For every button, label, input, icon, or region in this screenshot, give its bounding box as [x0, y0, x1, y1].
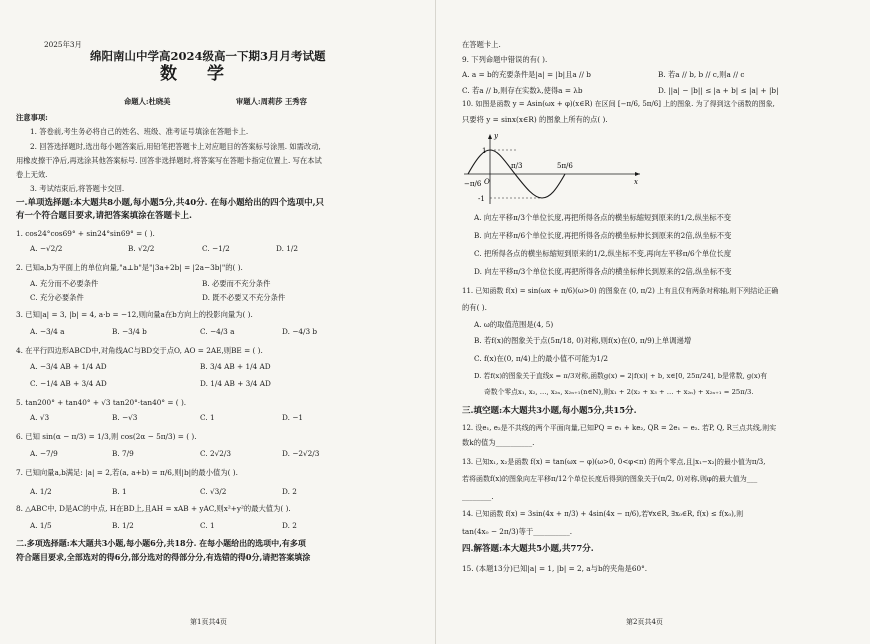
option: C. 若a // b,则存在实数λ,使得a = λb	[462, 86, 583, 95]
y-axis-label: y	[494, 132, 498, 140]
question-stem: 3. 已知|a| = 3, |b| = 4, a·b = −12,则向量a在b方向上的投影向量为( ).	[16, 310, 253, 319]
question-stem: 7. 已知向量a,b满足: |a| = 2,若(a, a+b) = π/6,则|b|的最小值为( ).	[16, 468, 238, 477]
question-stem: 11. 已知函数 f(x) = sin(ωx + π/6)(ω>0) 的图象在 (0, π/2) 上有且仅有两条对称轴,则下列结论正确	[462, 287, 779, 295]
option: B. 若a // b, b // c,则a // c	[658, 70, 745, 79]
option: B. 1/2	[112, 521, 134, 530]
option: A. −3/4 a	[30, 327, 65, 336]
option: D. −4/3 b	[282, 327, 318, 336]
continued-text: 在答题卡上.	[462, 40, 501, 49]
option: A. 1/2	[30, 487, 52, 496]
option: C. 把所得各点的横坐标缩短到原来的1/2,纵坐标不变,再向左平移π/6个单位长度	[474, 249, 732, 258]
section-heading: 一.单项选择题:本大题共8小题,每小题5分,共40分. 在每小题给出的四个选项中,只	[16, 198, 325, 208]
option-continued: 奇数个零点x₁, x₂, …, x₂ₙ, x₂ₙ₊₁(n∈N),则x₁ + 2(x₂ + x₃ + … + x₂ₙ) + x₂ₙ₊₁ = 25π/3.	[484, 388, 754, 396]
setter: 命题人:杜晓美	[124, 97, 171, 106]
option: A. 向左平移π/3个单位长度,再把所得各点的横坐标缩短到原来的1/2,纵坐标不变	[474, 213, 732, 222]
question-stem: 12. 设e₁, e₂是不共线的两个平面向量,已知PQ = e₁ + ke₂, QR = 2e₁ − e₂. 若P, Q, R三点共线,则实	[462, 424, 777, 432]
question-stem: 8. △ABC中, D是AC的中点, H在BD上,且AH = xAB + yAC,则x²+y²的最大值为( ).	[16, 504, 291, 513]
tick-label-pi3: π/3	[511, 162, 523, 170]
notice-line: 1. 答卷前,考生务必将自己的姓名、班级、准考证号填涂在答题卡上.	[30, 127, 249, 136]
notice-line: 2. 回答选择题时,选出每小题答案后,用铅笔把答题卡上对应题目的答案标号涂黑. 如需改动,	[30, 142, 321, 151]
option: A. ω的取值范围是(4, 5)	[474, 320, 554, 329]
option: C. 2√2/3	[200, 449, 231, 458]
x-axis-arrow	[635, 172, 640, 176]
option: D. 2	[282, 521, 297, 530]
exam-title: 绵阳南山中学高2024级高一下期3月月考试题	[90, 49, 326, 63]
section-heading: 有一个符合题目要求,请把答案填涂在答题卡上.	[16, 211, 192, 221]
option: A. −7/9	[30, 449, 58, 458]
option: A. −√2/2	[30, 244, 63, 253]
section-heading: 二.多项选择题:本大题共3小题,每小题6分,共18分. 在每小题给出的选项中,有多项	[16, 538, 306, 548]
option: D. ||a| − |b|| ≤ |a + b| ≤ |a| + |b|	[658, 86, 779, 95]
sine-graph-figure	[464, 130, 644, 208]
option: B. 必要而不充分条件	[202, 279, 271, 288]
option: B. 若f(x)的图象关于点(5π/18, 0)对称,则f(x)在(0, π/9)上单调递增	[474, 336, 692, 345]
option: D. −1	[282, 413, 303, 422]
option: D. 向左平移π/3个单位长度,再把所得各点的横坐标伸长到原来的2倍,纵坐标不变	[474, 267, 732, 276]
question-stem: 的有( ).	[462, 303, 487, 312]
option: A. a = b的充要条件是|a| = |b|且a // b	[462, 70, 591, 79]
exam-date: 2025年3月	[44, 40, 82, 49]
option: B. 3/4 AB + 1/4 AD	[200, 362, 271, 371]
question-stem: tan(4x₀ − 2π/3)等于__________.	[462, 527, 573, 536]
tick-label-5pi6: 5π/6	[557, 162, 573, 170]
question-stem: 2. 已知a,b为平面上的单位向量,"a⊥b"是"|3a+2b| = |2a−3b|"的( ).	[16, 263, 243, 272]
section-heading: 四.解答题:本大题共5小题,共77分.	[462, 544, 594, 554]
page-footer: 第2页共4页	[626, 618, 663, 626]
question-stem: 数k的值为__________.	[462, 438, 535, 447]
notice-line: 用橡皮擦干净后,再选涂其他答案标号. 回答非选择题时,将答案写在答题卡指定位置上. 写在本试	[16, 156, 322, 165]
question-stem: 6. 已知 sin(α − π/3) = 1/3,则 cos(2α − 5π/3) = ( ).	[16, 432, 197, 441]
question-stem: 只要将 y = sinx(x∈R) 的图象上所有的点( ).	[462, 115, 608, 124]
option: B. 7/9	[112, 449, 134, 458]
question-stem: 9. 下列命题中错误的有( ).	[462, 55, 548, 64]
notice-line: 3. 考试结束后,将答题卡交回.	[30, 184, 125, 193]
question-stem: 15. (本题13分)已知|a| = 1, |b| = 2, a与b的夹角是60°.	[462, 564, 648, 573]
notice-title: 注意事项:	[16, 113, 48, 122]
question-stem: 1. cos24°cos69° + sin24°sin69° = ( ).	[16, 229, 155, 238]
option: A. −3/4 AB + 1/4 AD	[30, 362, 107, 371]
option: D. 1/2	[276, 244, 298, 253]
option: D. 既不必要又不充分条件	[202, 293, 286, 302]
reviewer: 审题人:周莉莎 王秀容	[236, 97, 307, 106]
option: D. −2√2/3	[282, 449, 320, 458]
option: D. 2	[282, 487, 297, 496]
option: C. 1	[200, 521, 215, 530]
option: B. −√3	[112, 413, 138, 422]
option: D. 1/4 AB + 3/4 AD	[200, 379, 271, 388]
option: B. 1	[112, 487, 127, 496]
option: C. f(x)在(0, π/4)上的最小值不可能为1/2	[474, 354, 609, 363]
tick-label-yneg: -1	[478, 195, 485, 203]
option: A. 充分而不必要条件	[30, 279, 99, 288]
option: A. 1/5	[30, 521, 52, 530]
question-stem: 13. 已知x₁, x₂是函数 f(x) = tan(ωx − φ)(ω>0, 0<φ<π) 的两个零点,且|x₁−x₂|的最小值为π/3,	[462, 458, 766, 466]
question-stem: 4. 在平行四边形ABCD中,对角线AC与BD交于点O, AO = 2AE,则BE = ( ).	[16, 346, 263, 355]
page-footer: 第1页共4页	[190, 618, 227, 626]
question-stem: 5. tan200° + tan40° + √3 tan20°·tan40° = ( ).	[16, 398, 187, 407]
origin-label: O	[484, 178, 490, 186]
option: C. −4/3 a	[200, 327, 235, 336]
option: A. √3	[30, 413, 50, 422]
option: D. 若f(x)的图象关于直线x = π/3对称,函数g(x) = 2|f(x)| + b, x∈[0, 25π/24], b是常数, g(x)有	[474, 372, 768, 380]
exam-subject: 数学	[160, 64, 254, 84]
option: B. −3/4 b	[112, 327, 147, 336]
option: B. 向左平移π/6个单位长度,再把所得各点的横坐标伸长到原来的2倍,纵坐标不变	[474, 231, 732, 240]
option: C. √3/2	[200, 487, 227, 496]
section-heading: 三.填空题:本大题共3小题,每小题5分,共15分.	[462, 406, 637, 416]
notice-line: 卷上无效.	[16, 170, 48, 179]
question-stem: 10. 如图是函数 y = Asin(ωx + φ)(x∈R) 在区间 [−π/6, 5π/6] 上的图象. 为了得到这个函数的图象,	[462, 100, 775, 108]
section-heading: 符合题目要求,全部选对的得6分,部分选对的得部分分,有选错的得0分,请把答案填涂	[16, 552, 311, 562]
x-axis-label: x	[634, 178, 638, 186]
option: C. 1	[200, 413, 215, 422]
option: C. −1/2	[202, 244, 230, 253]
exam-page-2	[435, 0, 870, 644]
tick-label-negpi6: −π/6	[464, 180, 482, 188]
option: C. 充分必要条件	[30, 293, 84, 302]
option: B. √2/2	[128, 244, 155, 253]
option: C. −1/4 AB + 3/4 AD	[30, 379, 107, 388]
question-stem: 14. 已知函数 f(x) = 3sin(4x + π/3) + 4sin(4x − π/6),若∀x∈R, ∃x₀∈R, f(x) ≤ f(x₀),则	[462, 510, 744, 518]
question-stem: 若将函数f(x)的图象向左平移π/12个单位长度后得到的图象关于(π/2, 0)对称,则φ的最大值为___	[462, 475, 758, 483]
tick-label-y1: 1	[482, 147, 487, 155]
question-stem: ________.	[462, 492, 494, 501]
y-axis-arrow	[488, 134, 492, 139]
